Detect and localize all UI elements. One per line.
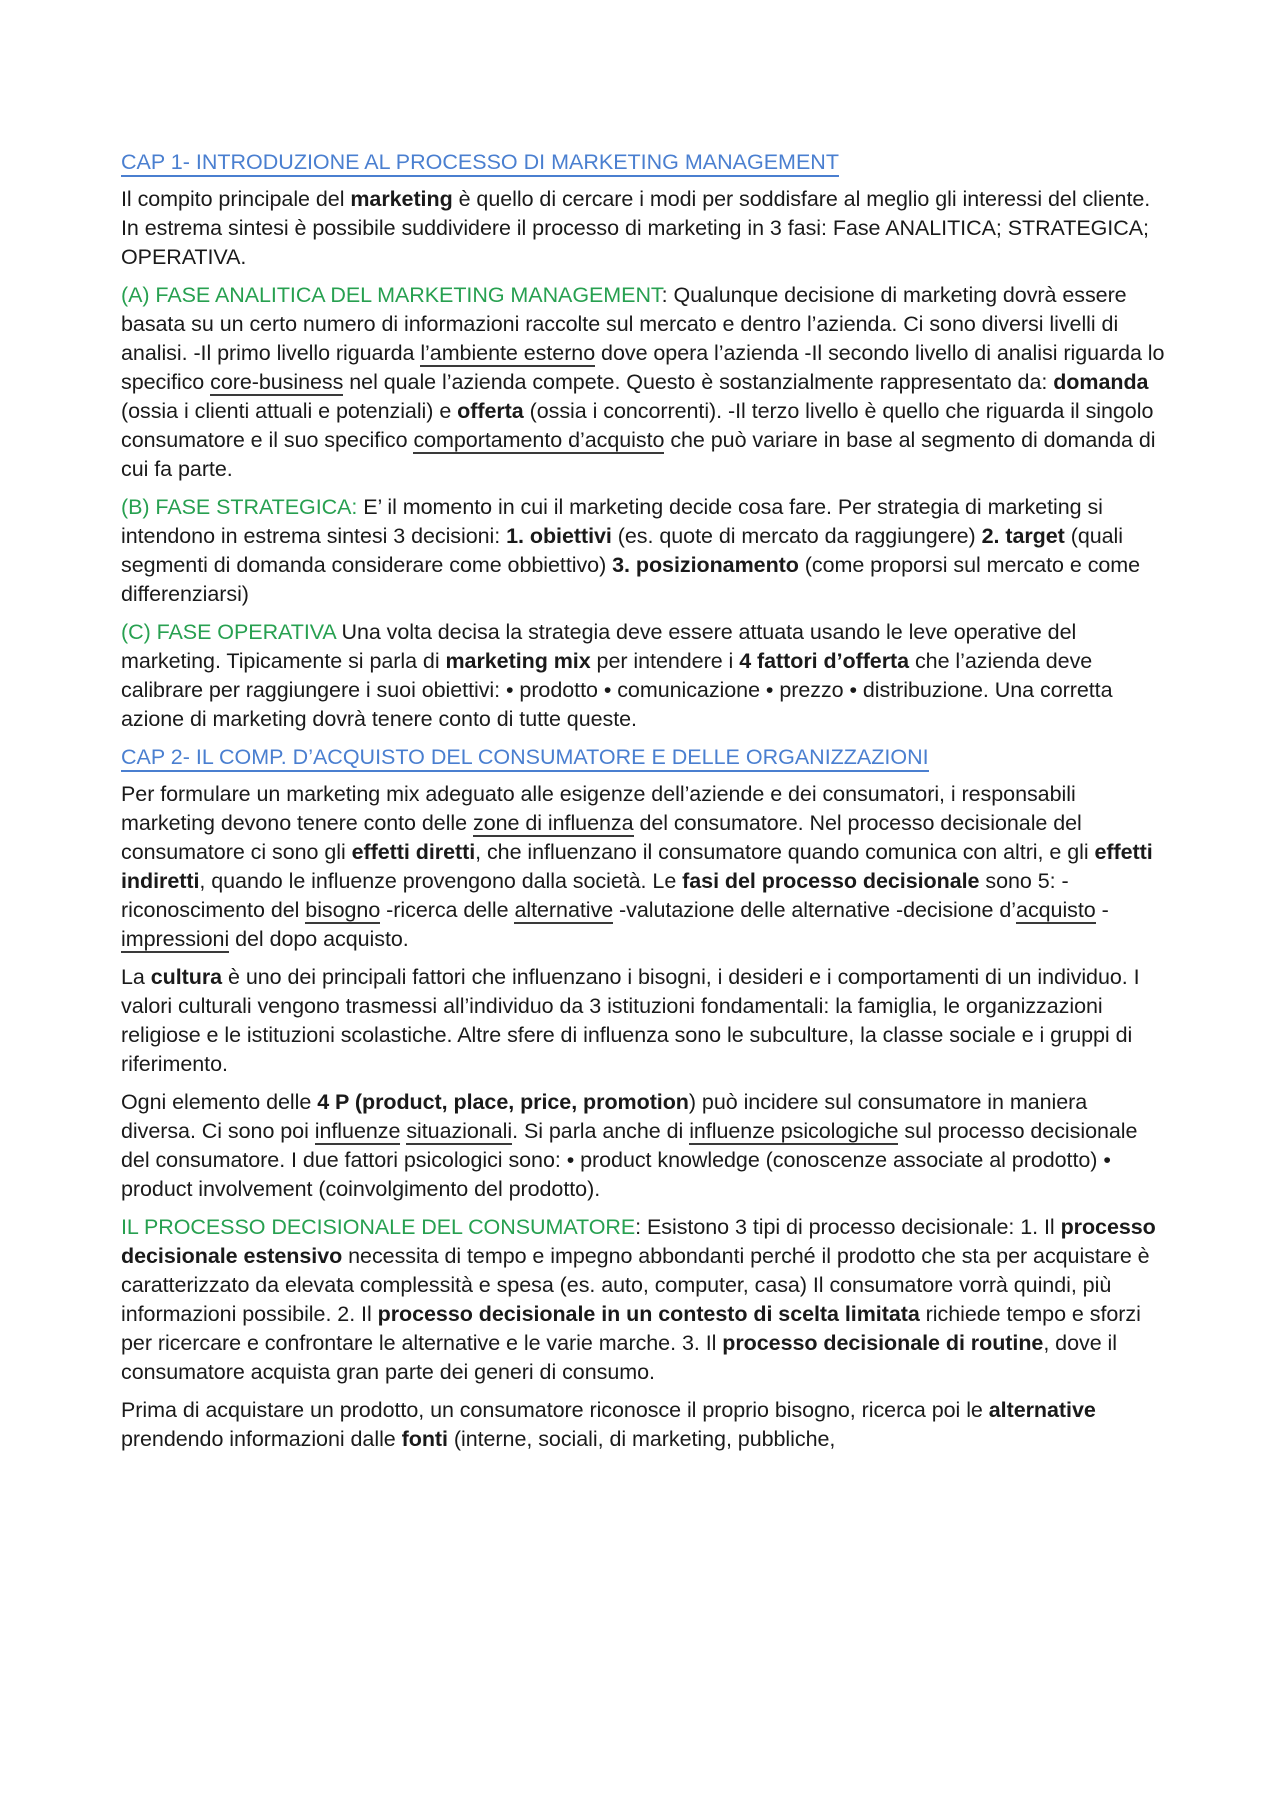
fase-strategica-paragraph: (B) FASE STRATEGICA: E’ il momento in cui il marketing decide cosa fare. Per strategia di marketing si intendono in estrema sintesi 3 decisioni: 1. obiettivi (es. quote di mercato da raggiungere) 2. target (quali segmenti di domanda considerare come obbiettivo) 3. posizionamento (come proporsi sul mercato e come differenziarsi) [121, 495, 1141, 606]
cap1-intro-paragraph: Il compito principale del marketing è quello di cercare i modi per soddisfare al meglio gli interessi del cliente. In estrema sintesi è possibile suddividere il processo di marketing in 3 fasi: Fase ANALITICA; STRATEGICA; OPERATIVA. [121, 187, 1151, 269]
chapter-1-heading: CAP 1- INTRODUZIONE AL PROCESSO DI MARKETING MANAGEMENT [121, 148, 1165, 177]
cap2-paragraph-3: Ogni elemento delle 4 P (product, place, price, promotion) può incidere sul consumatore in maniera diversa. Ci sono poi influenze situazionali. Si parla anche di influenze psicologiche sul processo decisionale del consumatore. I due fattori psicologici sono: • product knowledge (conoscenze associate al prodotto) • product involvement (coinvolgimento del prodotto). [121, 1090, 1138, 1201]
fase-analitica-label: (A) FASE ANALITICA DEL MARKETING MANAGEMENT [121, 283, 662, 307]
fase-strategica-label: (B) FASE STRATEGICA: [121, 495, 358, 519]
fase-analitica-paragraph: (A) FASE ANALITICA DEL MARKETING MANAGEMENT: Qualunque decisione di marketing dovrà essere basata su un certo numero di informazioni raccolte sul mercato e dentro l’azienda. Ci sono diversi livelli di analisi. -Il primo livello riguarda l’ambiente esterno dove opera l’azienda -Il secondo livello di analisi riguarda lo specifico core-business nel quale l’azienda compete. Questo è sostanzialmente rappresentato da: domanda (ossia i clienti attuali e potenziali) e offerta (ossia i concorrenti). -Il terzo livello è quello che riguarda il singolo consumatore e il suo specifico comportamento d’acquisto che può variare in base al segmento di domanda di cui fa parte. [121, 283, 1165, 481]
cap2-paragraph-2: La cultura è uno dei principali fattori che influenzano i bisogni, i desideri e i comportamenti di un individuo. I valori culturali vengono trasmessi all’individuo da 3 istituzioni fondamentali: la famiglia, le organizzazioni religiose e le istituzioni scolastiche. Altre sfere di influenza sono le subculture, la classe sociale e i gruppi di riferimento. [121, 965, 1140, 1076]
fase-operativa-label: (C) FASE OPERATIVA [121, 620, 336, 644]
processo-decisionale-label: IL PROCESSO DECISIONALE DEL CONSUMATORE [121, 1215, 636, 1239]
cap2-paragraph-5: Prima di acquistare un prodotto, un consumatore riconosce il proprio bisogno, ricerca poi le alternative prendendo informazioni dalle fonti (interne, sociali, di marketing, pubbliche, [121, 1398, 1096, 1451]
chapter-2-heading: CAP 2- IL COMP. D’ACQUISTO DEL CONSUMATORE E DELLE ORGANIZZAZIONI [121, 743, 1165, 772]
fase-operativa-paragraph: (C) FASE OPERATIVA Una volta decisa la strategia deve essere attuata usando le leve operative del marketing. Tipicamente si parla di marketing mix per intendere i 4 fattori d’offerta che l’azienda deve calibrare per raggiungere i suoi obiettivi: • prodotto • comunicazione • prezzo • distribuzione. Una corretta azione di marketing dovrà tenere conto di tutte queste. [121, 620, 1113, 731]
cap2-paragraph-4: IL PROCESSO DECISIONALE DEL CONSUMATORE: Esistono 3 tipi di processo decisionale: 1. Il processo decisionale estensivo necessita di tempo e impegno abbondanti perché il prodotto che sta per acquistare è caratterizzato da elevata complessità e spesa (es. auto, computer, casa) Il consumatore vorrà quindi, più informazioni possibile. 2. Il processo decisionale in un contesto di scelta limitata richiede tempo e sforzi per ricercare e confrontare le alternative e le varie marche. 3. Il processo decisionale di routine, dove il consumatore acquista gran parte dei generi di consumo. [121, 1215, 1156, 1384]
cap2-paragraph-1: Per formulare un marketing mix adeguato alle esigenze dell’aziende e dei consumatori, i responsabili marketing devono tenere conto delle zone di influenza del consumatore. Nel processo decisionale del consumatore ci sono gli effetti diretti, che influenzano il consumatore quando comunica con altri, e gli effetti indiretti, quando le influenze provengono dalla società. Le fasi del processo decisionale sono 5: -riconoscimento del bisogno -ricerca delle alternative -valutazione delle alternative -decisione d’acquisto -impressioni del dopo acquisto. [121, 782, 1153, 951]
